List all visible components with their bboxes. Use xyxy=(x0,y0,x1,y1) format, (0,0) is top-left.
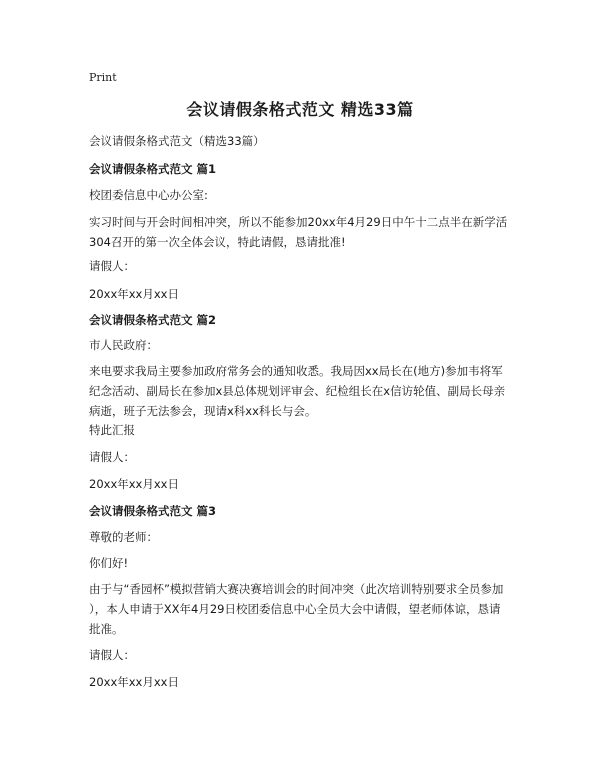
section-heading-1: 会议请假条格式范文 篇1 xyxy=(89,162,217,176)
document-title: 会议请假条格式范文 精选33篇 xyxy=(186,100,414,119)
document-subtitle: 会议请假条格式范文（精选33篇） xyxy=(89,134,265,148)
section-1-requester-label: 请假人： xyxy=(89,259,135,273)
print-link[interactable]: Print xyxy=(89,71,117,84)
section-2-date: 20xx年xx月xx日 xyxy=(89,477,179,491)
section-1-date: 20xx年xx月xx日 xyxy=(89,287,179,301)
section-3-date: 20xx年xx月xx日 xyxy=(89,675,179,689)
section-2-closing: 特此汇报 xyxy=(89,423,135,437)
section-3-addressee: 尊敬的老师： xyxy=(89,530,158,544)
section-heading-2: 会议请假条格式范文 篇2 xyxy=(89,313,217,327)
section-2-body: 来电要求我局主要参加政府常务会的通知收悉。我局因xx局长在(地方)参加韦将军 纪念活动、副局长在参加x县总体规划评审会、纪检组长在x信访轮值、副局长母亲 病逝，班子无法参会，现请x科xx科长与会。 xyxy=(89,364,506,418)
section-heading-3: 会议请假条格式范文 篇3 xyxy=(89,504,217,518)
section-1-addressee: 校团委信息中心办公室: xyxy=(89,188,208,202)
section-1-body: 实习时间与开会时间相冲突，所以不能参加20xx年4月29日中午十二点半在新学活 304召开的第一次全体会议，特此请假，恳请批准! xyxy=(89,215,508,249)
section-2-addressee: 市人民政府： xyxy=(89,338,158,352)
section-3-greeting: 你们好! xyxy=(89,556,129,570)
section-2-requester-label: 请假人： xyxy=(89,450,135,464)
section-3-body: 由于与“香园杯”模拟营销大赛决赛培训会的时间冲突（此次培训特别要求全员参加 ），本人申请于XX年4月29日校团委信息中心全员大会中请假，望老师体谅，恳请 批准。 xyxy=(89,582,504,636)
section-3-requester-label: 请假人： xyxy=(89,648,135,662)
